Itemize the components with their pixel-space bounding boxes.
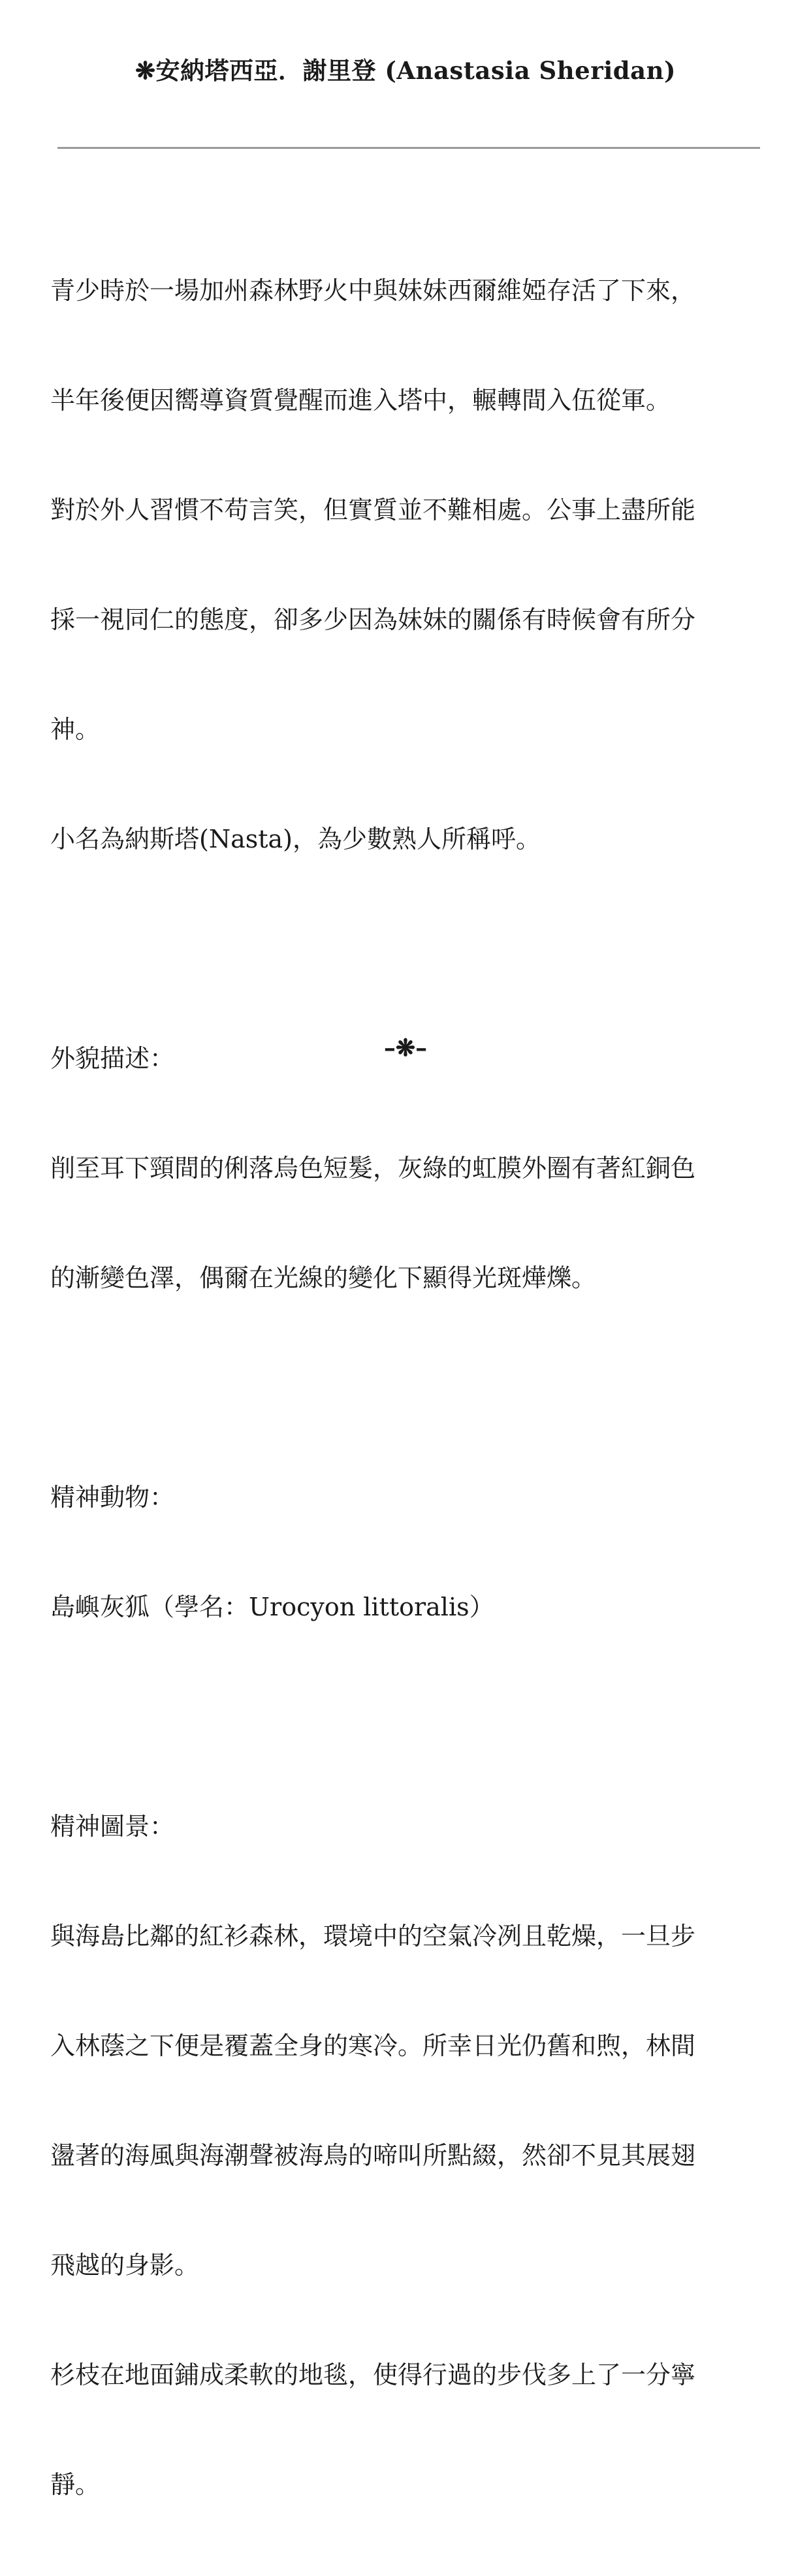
spirit-landscape-section <box>50 1735 762 2576</box>
bio-line: 對於外人習慣不苟言笑，但實質並不難相處。公事上盡所能 <box>50 496 696 524</box>
spirit-landscape-line: 入林蔭之下便是覆蓋全身的寒冷。所幸日光仍舊和煦，林間 <box>50 2031 696 2060</box>
spirit-landscape-line: 杉枝在地面鋪成柔軟的地毯，使得行過的步伐多上了一分寧 <box>50 2361 696 2389</box>
appearance-section <box>50 967 762 1369</box>
bio-line: 小名為納斯塔(Nasta)，為少數熟人所稱呼。 <box>50 825 541 853</box>
footer-ornament: –❋– <box>383 1034 428 1062</box>
spirit-landscape-line: 飛越的身影。 <box>50 2251 200 2280</box>
spirit-animal-section <box>50 1406 762 1698</box>
bio-paragraph <box>50 199 762 930</box>
spirit-animal-heading: 精神動物： <box>50 1483 175 1512</box>
spacer <box>50 1369 762 1406</box>
appearance-line: 的漸變色澤，偶爾在光線的變化下顯得光斑燁爍。 <box>50 1264 597 1292</box>
spacer <box>50 930 762 967</box>
bio-line: 半年後便因嚮導資質覺醒而進入塔中，輾轉間入伍從軍。 <box>50 386 671 415</box>
bio-line: 採一視同仁的態度，卻多少因為妹妹的關係有時候會有所分 <box>50 605 696 634</box>
document-body <box>50 199 762 2576</box>
spirit-landscape-line: 與海島比鄰的紅衫森林，環境中的空氣冷冽且乾燥，一旦步 <box>50 1922 696 1950</box>
spacer <box>50 1698 762 1735</box>
appearance-heading: 外貌描述： <box>50 1044 175 1073</box>
spirit-animal-line: 島嶼灰狐（學名：Urocyon littoralis） <box>50 1593 494 1621</box>
divider <box>57 147 760 149</box>
bio-line: 神。 <box>50 715 101 744</box>
bio-line: 青少時於一場加州森林野火中與妹妹西爾維婭存活了下來， <box>50 276 696 305</box>
appearance-line: 削至耳下頸間的俐落烏色短髮，灰綠的虹膜外圈有著紅銅色 <box>50 1154 696 1183</box>
spirit-landscape-line: 靜。 <box>50 2470 101 2499</box>
spirit-landscape-heading: 精神圖景： <box>50 1812 175 1841</box>
page-title: ❋安納塔西亞．謝里登 (Anastasia Sheridan) <box>135 56 676 85</box>
spirit-landscape-line: 盪著的海風與海潮聲被海鳥的啼叫所點綴，然卻不見其展翅 <box>50 2141 696 2170</box>
